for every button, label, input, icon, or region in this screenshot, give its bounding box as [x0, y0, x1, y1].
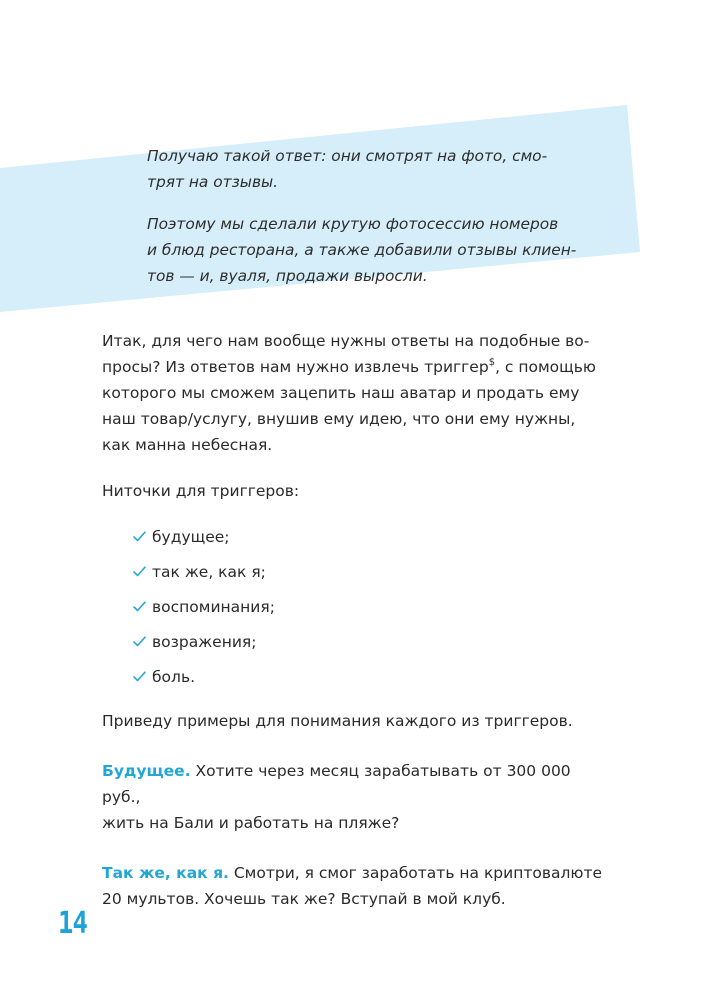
threads-heading: Ниточки для триггеров:	[102, 482, 300, 500]
quote-line: и блюд ресторана, а также добавили отзывы клиен-	[147, 241, 577, 259]
quote-line: Получаю такой ответ: они смотрят на фото, смо-	[147, 147, 548, 165]
intro-line: которого мы сможем зацепить наш аватар и продать ему	[102, 384, 580, 402]
intro-line: Итак, для чего нам вообще нужны ответы на подобные во-	[102, 332, 590, 350]
list-item-label: будущее;	[152, 527, 230, 546]
example-term: Так же, как я.	[102, 864, 229, 882]
example-text: Хотите через месяц зарабатывать от 300 000 руб.,	[102, 762, 571, 806]
list-item-label: воспоминания;	[152, 597, 275, 616]
quote-line: тов — и, вуаля, продажи выросли.	[147, 267, 428, 285]
intro-paragraph	[102, 328, 612, 458]
list-item	[133, 589, 612, 624]
example-text: Смотри, я смог заработать на криптовалюте	[228, 864, 603, 882]
check-icon	[133, 671, 152, 682]
quote-block	[147, 143, 622, 305]
check-icon	[133, 531, 152, 542]
examples-intro: Приведу примеры для понимания каждого из триггеров.	[102, 712, 573, 730]
quote-line: Поэтому мы сделали крутую фотосессию номеров	[147, 215, 559, 233]
list-item	[133, 659, 612, 694]
intro-line: наш товар/услугу, внушив ему идею, что они ему нужны,	[102, 410, 576, 428]
list-item	[133, 554, 612, 589]
list-item-label: возражения;	[152, 632, 257, 651]
example-text: 20 мультов. Хочешь так же? Вступай в мой клуб.	[102, 890, 506, 908]
footnote-mark: $	[488, 357, 496, 368]
list-item-label: так же, как я;	[152, 562, 266, 581]
quote-line: трят на отзывы.	[147, 173, 279, 191]
example-future	[102, 758, 612, 836]
intro-line: как манна небесная.	[102, 436, 273, 454]
example-text: жить на Бали и работать на пляже?	[102, 814, 400, 832]
list-item-label: боль.	[152, 667, 196, 686]
check-icon	[133, 636, 152, 647]
list-item	[133, 519, 612, 554]
quote-paragraph-2	[147, 211, 622, 289]
quote-paragraph-1	[147, 143, 622, 195]
check-icon	[133, 601, 152, 612]
intro-line: , с помощью	[495, 358, 596, 376]
example-term: Будущее.	[102, 762, 191, 780]
main-text	[102, 328, 612, 912]
intro-line: просы? Из ответов нам нужно извлечь триггер	[102, 358, 489, 376]
example-same-as-me	[102, 860, 612, 912]
trigger-list	[102, 519, 612, 694]
check-icon	[133, 566, 152, 577]
list-item	[133, 624, 612, 659]
page-number: 14	[58, 906, 88, 941]
